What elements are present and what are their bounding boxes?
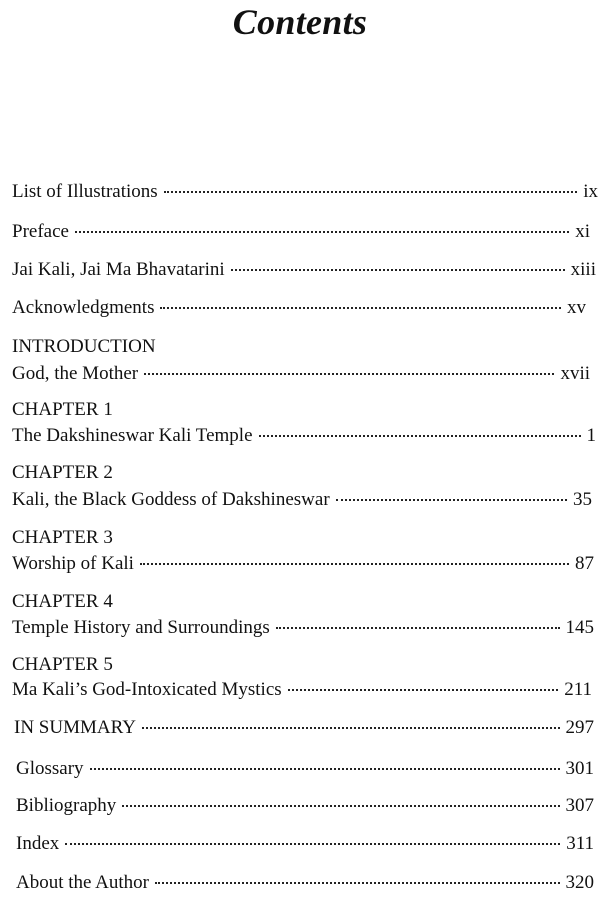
entry-title: Kali, the Black Goddess of Dakshineswar	[12, 489, 330, 510]
page-number: 145	[565, 617, 594, 638]
toc-entry-in-summary	[14, 716, 594, 740]
chapter-label-2: CHAPTER 2	[12, 462, 113, 483]
toc-entry-acknowledgments	[12, 296, 586, 320]
toc-entry-chapter-5	[12, 678, 592, 702]
entry-title: Preface	[12, 221, 69, 242]
page-number: ix	[583, 181, 598, 202]
dot-leader	[75, 231, 569, 233]
dot-leader	[336, 499, 567, 501]
dot-leader	[155, 882, 560, 884]
entry-title: Glossary	[16, 758, 84, 779]
dot-leader	[144, 373, 554, 375]
page-number: 211	[564, 679, 592, 700]
page-number: 311	[566, 833, 594, 854]
dot-leader	[65, 843, 560, 845]
toc-entry-chapter-4	[12, 616, 594, 640]
dot-leader	[122, 805, 559, 807]
entry-title: Index	[16, 833, 60, 854]
entry-title: Acknowledgments	[12, 297, 155, 318]
page-number: xiii	[570, 259, 596, 280]
entry-title: The Dakshineswar Kali Temple	[12, 425, 253, 446]
page-number: 301	[565, 758, 594, 779]
page-number: 297	[565, 717, 594, 738]
page-number: 307	[565, 795, 594, 816]
dot-leader	[90, 768, 560, 770]
dot-leader	[231, 269, 565, 271]
toc-entry-list-of-illustrations	[12, 180, 598, 204]
entry-title: Bibliography	[16, 795, 117, 816]
chapter-label-5: CHAPTER 5	[12, 654, 113, 675]
page-title: Contents	[232, 2, 368, 42]
entry-title: Jai Kali, Jai Ma Bhavatarini	[12, 259, 225, 280]
page-number: 1	[586, 425, 596, 446]
toc-entry-preface	[12, 220, 590, 244]
section-label-introduction: INTRODUCTION	[12, 336, 156, 357]
toc-entry-jai-kali	[12, 258, 596, 282]
entry-title: Temple History and Surroundings	[12, 617, 270, 638]
dot-leader	[140, 563, 569, 565]
entry-title: IN SUMMARY	[14, 717, 136, 738]
toc-entry-chapter-1	[12, 424, 596, 448]
dot-leader	[276, 627, 560, 629]
entry-title: Worship of Kali	[12, 553, 134, 574]
page-number: 87	[575, 553, 594, 574]
page-number: xv	[567, 297, 586, 318]
entry-title: About the Author	[16, 872, 149, 893]
page-number: 35	[573, 489, 592, 510]
dot-leader	[164, 191, 578, 193]
entry-title: Ma Kali’s God-Intoxicated Mystics	[12, 679, 282, 700]
toc-entry-index	[16, 832, 594, 856]
page-number: xvii	[560, 363, 590, 384]
toc-entry-chapter-3	[12, 552, 594, 576]
chapter-label-4: CHAPTER 4	[12, 591, 113, 612]
chapter-label-3: CHAPTER 3	[12, 527, 113, 548]
dot-leader	[142, 727, 560, 729]
entry-title: God, the Mother	[12, 363, 139, 384]
dot-leader	[288, 689, 559, 691]
page-number: xi	[575, 221, 590, 242]
dot-leader	[160, 307, 561, 309]
entry-title: List of Illustrations	[12, 181, 158, 202]
dot-leader	[259, 435, 581, 437]
toc-entry-introduction	[12, 362, 590, 386]
toc-entry-about-the-author	[16, 871, 594, 895]
page-number: 320	[565, 872, 594, 893]
chapter-label-1: CHAPTER 1	[12, 399, 113, 420]
toc-entry-bibliography	[16, 794, 594, 818]
toc-entry-chapter-2	[12, 488, 592, 512]
toc-entry-glossary	[16, 757, 594, 781]
